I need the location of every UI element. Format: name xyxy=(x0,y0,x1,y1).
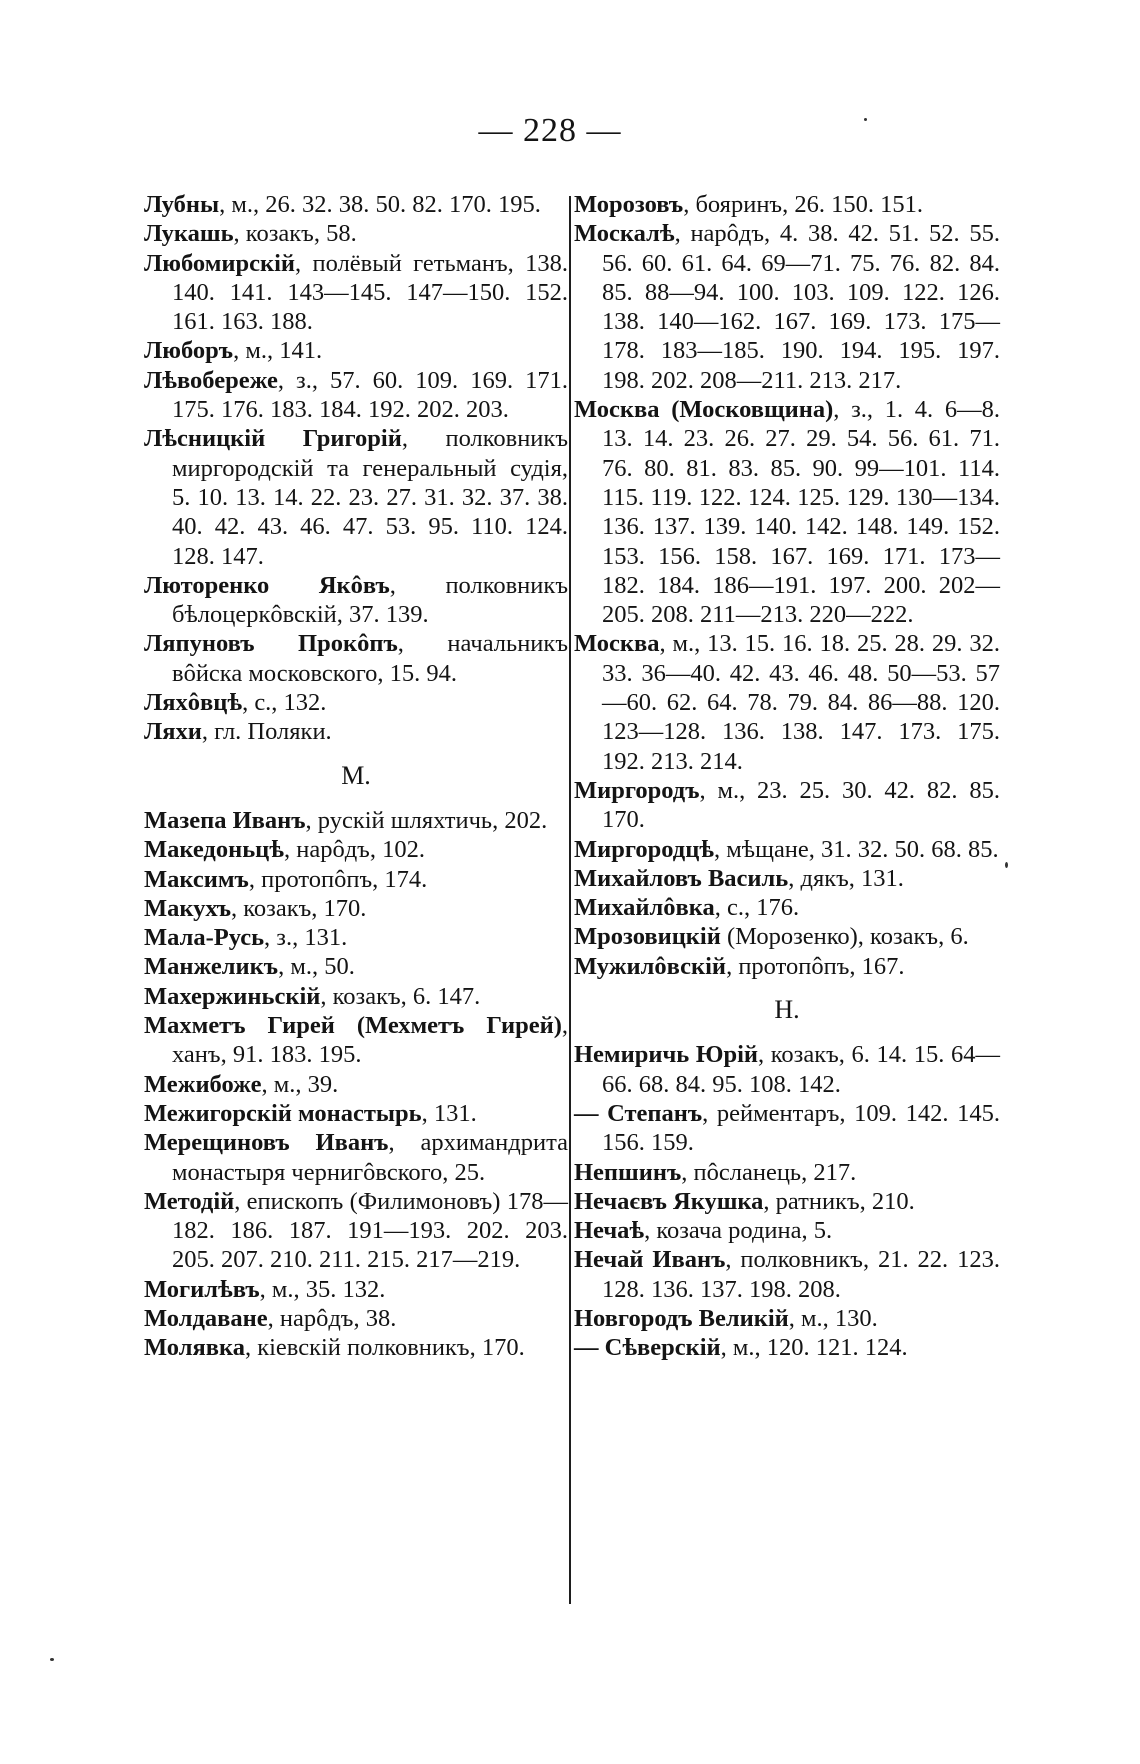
entry-head: Манжеликъ xyxy=(144,953,279,981)
index-m-entry xyxy=(144,1304,568,1333)
index-m-entry xyxy=(144,1070,568,1099)
ink-speck xyxy=(1005,862,1008,868)
index-n-entry xyxy=(574,1187,1000,1216)
entry-text: , кіевскій полковникъ, 170. xyxy=(244,1334,525,1362)
entry-head: Новгородъ Великій xyxy=(574,1304,789,1332)
entry-head: Макухъ xyxy=(144,894,231,922)
entry-text: , м., 13. 15. 16. 18. 25. 28. 29. 32. 33. 36—40. 42. 43. 46. 48. 50—53. 57—60. 62. 64. 78. 79. 84. 86—88. 120. 123—128. 136. 138. 147. 173. 175. 192. 213. 214. xyxy=(602,630,1000,775)
index-m-entry xyxy=(144,806,568,835)
entry-head: Москва (Московщина) xyxy=(574,396,834,424)
entry-head: Нечаѣ xyxy=(574,1217,645,1245)
index-m-entry xyxy=(574,629,1000,775)
entry-text: , нарôдъ, 4. 38. 42. 51. 52. 55. 56. 60. 61. 64. 69—71. 75. 76. 82. 84. 85. 88—94. 100. 103. 109. 122. 126. 138. 140—162. 167. 169. 173. 175—178. 183—185. 190. 194. 195. 197. 198. 202. 208—211. 213. 217. xyxy=(602,220,1000,394)
entry-text: , козакъ, 6. 14. 15. 64—66. 68. 84. 95. 108. 142. xyxy=(602,1041,1000,1098)
entry-text: , протопôпъ, 167. xyxy=(726,952,905,980)
entry-text: , козакъ, 58. xyxy=(233,220,357,248)
index-m-entry xyxy=(574,395,1000,629)
column-divider xyxy=(569,196,571,1604)
entry-head: Махметъ Гирей (Мехметъ Гирей) xyxy=(144,1012,562,1040)
entry-head: Михайловъ Василь xyxy=(574,864,789,892)
entry-text: , ханъ, 91. 183. 195. xyxy=(172,1012,568,1069)
index-n-entry xyxy=(574,1216,1000,1245)
entry-text: , гл. Поляки. xyxy=(201,718,332,746)
entry-head: Максимъ xyxy=(144,865,249,893)
index-l-entry xyxy=(144,629,568,688)
index-m-entry xyxy=(574,835,1000,864)
entry-text: , м., 130. xyxy=(788,1304,878,1332)
entry-text: , м., 23. 25. 30. 42. 82. 85. 170. xyxy=(602,776,1000,834)
index-m-entry xyxy=(144,982,568,1011)
index-n-entry xyxy=(574,1304,1000,1333)
index-m-entry xyxy=(574,864,1000,893)
entry-head: Непшинъ xyxy=(574,1158,682,1186)
entry-text: , козакъ, 170. xyxy=(231,894,367,922)
entry-head: Лубны xyxy=(144,191,220,218)
entry-text: , нарôдъ, 38. xyxy=(267,1304,397,1332)
entry-text: , начальникъ вôйска московского, 15. 94. xyxy=(172,630,568,687)
index-m-entry xyxy=(144,1275,568,1304)
entry-text: , протопôпъ, 174. xyxy=(248,865,428,893)
entry-head: Миргородцѣ xyxy=(574,835,715,863)
entry-head: Михайлôвка xyxy=(574,894,715,922)
entry-text: , козакъ, 6. 147. xyxy=(320,982,481,1010)
entry-head: Мазепа Иванъ xyxy=(144,806,306,834)
entry-text: , м., 50. xyxy=(278,953,355,981)
entry-text: , ратникъ, 210. xyxy=(763,1187,915,1215)
index-l-entry xyxy=(144,717,568,746)
index-m-entry xyxy=(144,1099,568,1128)
entry-head: Мерещиновъ Иванъ xyxy=(144,1129,389,1157)
index-l-entry xyxy=(144,219,568,248)
entry-text: (Морозенко), козакъ, 6. xyxy=(720,923,969,951)
section-letter-m: М. xyxy=(341,760,371,790)
entry-head: Лукашь xyxy=(144,220,234,248)
page-number: — 228 — xyxy=(478,112,622,149)
entry-text: , полёвый гетьманъ, 138. 140. 141. 143—145. 147—150. 152. 161. 163. 188. xyxy=(172,249,568,336)
entry-text: , нарôдъ, 102. xyxy=(283,836,425,864)
entry-head: Люторенко Якôвъ xyxy=(144,571,390,599)
index-l-entry xyxy=(144,336,568,365)
entry-text: , мѣщане, 31. 32. 50. 68. 85. xyxy=(714,835,999,863)
entry-text: , м., 26. 32. 38. 50. 82. 170. 195. xyxy=(219,191,541,218)
entry-head: Москва xyxy=(574,630,660,658)
entry-head: Ляхи xyxy=(144,718,202,746)
entry-text: , с., 132. xyxy=(242,689,327,717)
entry-head: Могилѣвъ xyxy=(144,1275,260,1303)
entry-text: , полковникъ миргородскій та генеральный судія, 5. 10. 13. 14. 22. 23. 27. 31. 32. 37. 38. 40. 42. 43. 46. 47. 53. 95. 110. 124. 128. 147. xyxy=(172,425,568,570)
index-n-entry xyxy=(574,1158,1000,1187)
entry-head: Лѣсницкій Григорій xyxy=(144,425,402,453)
entry-text: , бояринъ, 26. 150. 151. xyxy=(683,191,923,218)
entry-head: Махержиньскій xyxy=(144,982,321,1010)
index-m-entry xyxy=(574,952,1000,981)
entry-text: , 131. xyxy=(421,1099,477,1127)
entry-head: Македоньцѣ xyxy=(144,836,284,864)
entry-head: Межигорскій монастырь xyxy=(144,1099,422,1127)
entry-text: , м., 141. xyxy=(233,337,323,365)
index-m-entry xyxy=(144,865,568,894)
entry-head: Межибоже xyxy=(144,1070,262,1098)
entry-head: Молдаване xyxy=(144,1304,268,1332)
section-letter-n: Н. xyxy=(774,995,800,1025)
entry-head: Мала-Русь xyxy=(144,924,265,952)
entry-head: Мужилôвскій xyxy=(574,952,727,980)
entry-head: Нечаєвъ Якушка xyxy=(574,1187,764,1215)
entry-text: , з., 131. xyxy=(264,924,348,952)
entry-head: — Степанъ xyxy=(574,1099,703,1127)
index-m-entry xyxy=(574,922,1000,951)
index-m-entry xyxy=(144,1128,568,1187)
entry-head: Ляпуновъ Прокôпъ xyxy=(144,630,398,658)
entry-head: Молявка xyxy=(144,1334,245,1362)
index-l-entry xyxy=(144,249,568,337)
entry-head: Москалѣ xyxy=(574,220,675,248)
index-n-entry xyxy=(574,1040,1000,1099)
entry-text: , з., 57. 60. 109. 169. 171. 175. 176. 183. 184. 192. 202. 203. xyxy=(172,366,568,424)
entry-head: — Сѣверскій xyxy=(574,1334,721,1362)
index-n-entry xyxy=(574,1333,1000,1362)
right-column xyxy=(574,190,1000,1363)
entry-text: , м., 39. xyxy=(261,1070,339,1098)
index-l-entry xyxy=(144,190,568,219)
entry-head: Немиричь Юрій xyxy=(574,1041,759,1069)
entry-head: Миргородъ xyxy=(574,776,700,804)
entry-text: , полковникъ, 21. 22. 123. 128. 136. 137. 198. 208. xyxy=(602,1246,1000,1303)
entry-text: , м., 120. 121. 124. xyxy=(720,1334,908,1362)
entry-text: , з., 1. 4. 6—8. 13. 14. 23. 26. 27. 29. 54. 56. 61. 71. 76. 80. 81. 83. 85. 90. 99—101. 114. 115. 119. 122. 124. 125. 129. 130—134. 136. 137. 139. 140. 142. 148. 149. 152. 153. 156. 158. 167. 169. 171. 173—182. 184. 186—191. 197. 200. 202—205. 208. 211—213. 220—222. xyxy=(602,396,1000,629)
entry-text: , архимандрита монастыря чернигôвского, 25. xyxy=(172,1129,568,1186)
index-m-entry xyxy=(144,894,568,923)
entry-head: Ляхôвцѣ xyxy=(144,689,243,717)
entry-head: Методій xyxy=(144,1187,235,1215)
index-m-entry xyxy=(144,1011,568,1070)
entry-text: , дякъ, 131. xyxy=(788,864,904,892)
entry-text: , пôсланець, 217. xyxy=(681,1158,857,1186)
entry-head: Морозовъ xyxy=(574,191,684,218)
index-m-entry xyxy=(574,776,1000,835)
index-m-entry xyxy=(144,952,568,981)
left-column xyxy=(144,190,568,1363)
index-m-entry xyxy=(574,190,1000,219)
index-n-entry xyxy=(574,1245,1000,1304)
entry-text: , рускій шляхтичь, 202. xyxy=(305,806,548,834)
entry-head: Нечай Иванъ xyxy=(574,1246,726,1274)
entry-head: Лѣвобереже xyxy=(144,366,278,394)
entry-text: , м., 35. 132. xyxy=(259,1275,386,1303)
entry-text: , епископъ (Филимоновъ) 178—182. 186. 187. 191—193. 202. 203. 205. 207. 210. 211. 215. 217—219. xyxy=(172,1187,568,1274)
index-m-entry xyxy=(144,1333,568,1362)
entry-text: , с., 176. xyxy=(714,894,800,922)
index-l-entry xyxy=(144,688,568,717)
index-m-entry xyxy=(144,923,568,952)
index-n-entry xyxy=(574,1099,1000,1158)
index-l-entry xyxy=(144,571,568,630)
entry-text: , рейментаръ, 109. 142. 145. 156. 159. xyxy=(602,1099,1000,1157)
entry-head: Люборъ xyxy=(144,337,234,365)
index-l-entry xyxy=(144,424,568,570)
index-l-entry xyxy=(144,366,568,425)
entry-head: Мрозовицкій xyxy=(574,923,721,951)
ink-speck xyxy=(864,118,867,121)
index-m-entry xyxy=(144,1187,568,1275)
entry-text: , полковникъ бѣлоцеркôвскій, 37. 139. xyxy=(172,571,568,629)
ink-speck xyxy=(50,1658,54,1661)
index-m-entry xyxy=(574,893,1000,922)
entry-head: Любомирскій xyxy=(144,249,296,277)
entry-text: , козача родина, 5. xyxy=(644,1217,833,1245)
index-m-entry xyxy=(574,219,1000,395)
index-m-entry xyxy=(144,835,568,864)
